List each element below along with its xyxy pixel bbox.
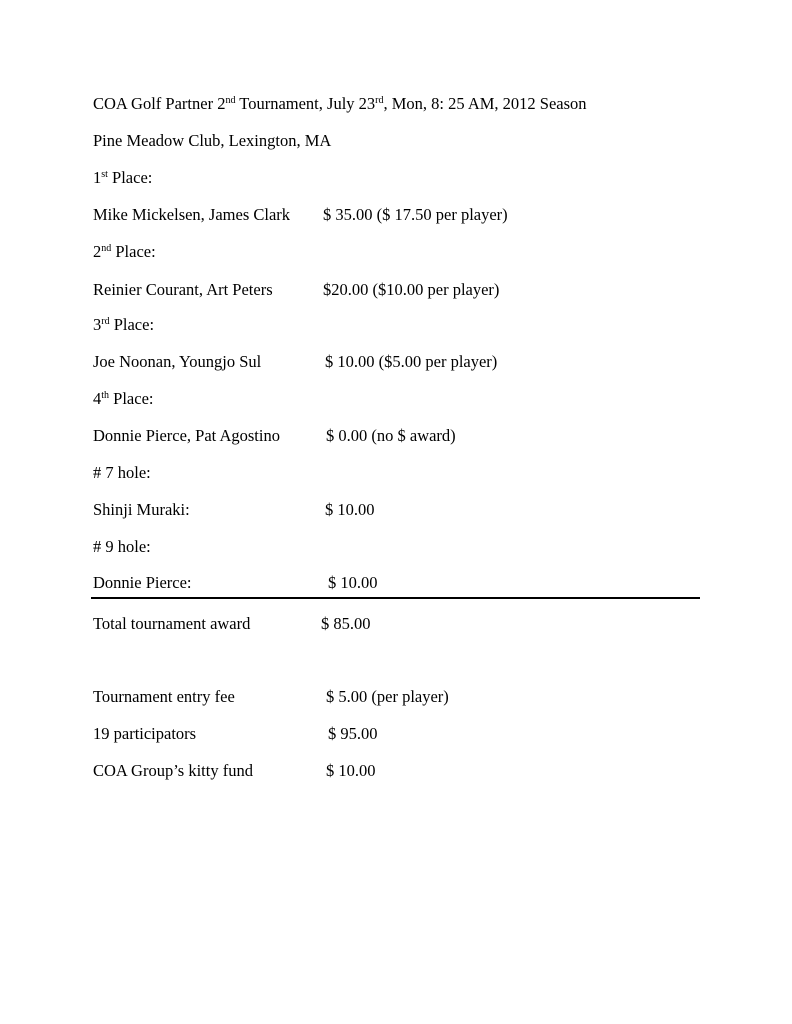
place-award-3: $ 10.00 ($5.00 per player) [325,352,498,371]
hole-heading-7: # 7 hole: [93,463,151,482]
title-part-3: , Mon, 8: 25 AM, 2012 Season [383,94,587,113]
place-award-4: $ 0.00 (no $ award) [326,426,456,445]
fee-value-entry: $ 5.00 (per player) [326,687,449,706]
place-players-1: Mike Mickelsen, James Clark [93,205,291,224]
place-award-2: $20.00 ($10.00 per player) [323,280,500,299]
total-value: $ 85.00 [321,614,371,633]
hole-award-7: $ 10.00 [325,500,375,519]
place-players-4: Donnie Pierce, Pat Agostino [93,426,280,445]
location-text: Pine Meadow Club, Lexington, MA [93,131,332,150]
place-heading-3: 3rd Place: [93,315,155,334]
hole-award-9: $ 10.00 [328,573,378,592]
fee-label-entry: Tournament entry fee [93,687,235,706]
hole-player-7: Shinji Muraki: [93,500,190,519]
total-divider [91,597,700,599]
title-sup-1: nd [225,95,236,106]
fee-label-kitty: COA Group’s kitty fund [93,761,253,780]
title-part-2: Tournament, July 23 [235,94,376,113]
document-title [93,94,587,114]
fee-value-kitty: $ 10.00 [326,761,376,780]
fee-value-participators: $ 95.00 [328,724,378,743]
total-label: Total tournament award [93,614,251,633]
place-award-1: $ 35.00 ($ 17.50 per player) [323,205,508,224]
place-heading-4: 4th Place: [93,389,154,408]
place-heading-2: 2nd Place: [93,242,156,261]
hole-player-9: Donnie Pierce: [93,573,192,592]
title-sup-2: rd [375,95,384,106]
place-players-3: Joe Noonan, Youngjo Sul [93,352,262,371]
title-part-1: COA Golf Partner 2 [93,94,226,113]
hole-heading-9: # 9 hole: [93,537,151,556]
place-players-2: Reinier Courant, Art Peters [93,280,273,299]
fee-label-participators: 19 participators [93,724,197,743]
place-heading-1: 1st Place: [93,168,153,187]
